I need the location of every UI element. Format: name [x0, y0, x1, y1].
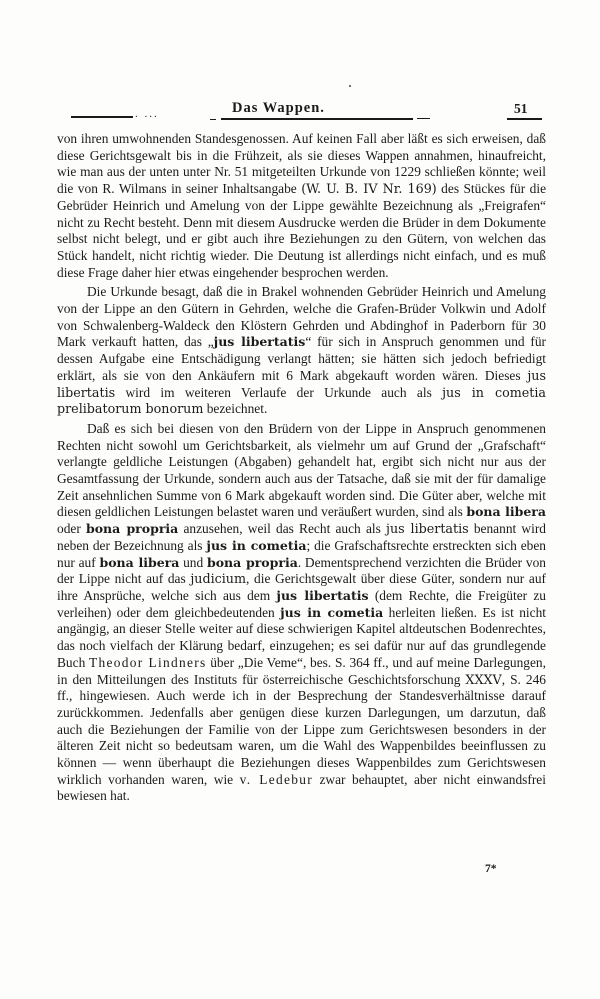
- text-segment: Daß es sich bei diesen von den Brüdern von der Lippe in Anspruch genommenen Rechten nicht sowohl um Gerichtsbarkeit, als vielmehr um auf Grund der „Grafschaft“ verlangte geldliche Leistungen (Abgaben) gehandelt hat, ergibt sich nicht nur aus der Gesamtfassung der Urkunde, sondern auch aus der Tatsache, daß sie mit der für damalige Zeit ansehnlichen Summe von 6 Mark abgekauft worden sind. Die Güter aber, welche mit diesen geldlichen Leistungen belastet waren und veräußert wurden, sind als: [57, 420, 546, 520]
- emphasized-term: bona propria: [85, 521, 179, 537]
- emphasized-term: bona libera: [99, 554, 180, 570]
- text-segment: ; die Grafschaftsrechte erstreckten sich eben nur auf: [57, 537, 546, 570]
- emphasized-term: jus in cometia: [280, 604, 384, 620]
- emphasized-term: jus libertatis: [386, 521, 469, 537]
- header-rule-center-lead: [210, 119, 216, 120]
- text-segment: von ihren umwohnenden Standesgenossen. Auf keinen Fall aber läßt es sich erweisen, daß diese Gerichtsgewalt bis in die Frühzeit, als sie dieses Wappen annahmen, hinaufreicht, wie man aus der unten unter Nr. 51 mitgeteilten Urkunde von 1229 schließen könnte; weil die von R. Wilmans in seiner Inhaltsangabe: [57, 131, 546, 197]
- emphasized-term: bona propria: [206, 554, 298, 570]
- text-segment: des Stückes für die Gebrüder Heinrich und Amelung von der Lippe gewählte Bezeichnung als „Freigrafen“ nicht zu Recht besteht. Denn mit diesem Ausdrucke werden die Brüder in dem Dokumente selbst nicht belegt, und er gibt auch ihre Beziehungen zu den Gütern, von welchen das Stück handelt, nicht richtig wieder. Die Deutung ist allerdings nicht einfach, und es muß diese Frage daher hier etwas eingehender besprochen werden.: [57, 181, 547, 280]
- text-segment: “ für sich in Anspruch genommen und für dessen Aufgabe eine Entschädigung verlangt hätten; sie hätten sich jedoch befriedigt erklärt, als sie von den Ankäufern mit 6 Mark abgekauft worden wären. Dieses: [57, 334, 546, 383]
- page-title: Das Wappen.: [232, 100, 325, 116]
- emphasized-term: judicium: [190, 571, 247, 587]
- emphasized-term: XXXV: [465, 671, 502, 687]
- text-segment: Die Urkunde besagt, daß die in Brakel wohnenden Gebrüder Heinrich und Amelung von der Lippe an den Gütern in Gehrden, welche die Grafen-Brüder Volkwin und Adolf von Schwalenberg-Waldeck den Klöstern Gehrden und Abdinghof in Paderborn für 30 Mark verkauft hatten, das „: [57, 284, 546, 350]
- paragraph: [57, 421, 546, 805]
- text-segment: (dem Rechte, die Freigüter zu verleihen) oder dem gleichbedeutenden: [57, 587, 547, 620]
- signature-mark: 7*: [485, 863, 497, 875]
- header-rule-center: [221, 118, 413, 120]
- text-segment: und: [179, 554, 207, 570]
- emphasized-term: (W. U. B. IV Nr. 169): [301, 181, 437, 197]
- emphasized-term: v. Ledebur: [239, 771, 313, 787]
- emphasized-term: jus libertatis: [57, 367, 546, 400]
- emphasized-term: Theodor Lindners: [89, 654, 207, 670]
- text-segment: bezeichnet.: [203, 401, 268, 417]
- emphasized-term: jus libertatis: [213, 334, 306, 350]
- text-segment: benannt wird neben der Bezeichnung als: [57, 521, 546, 553]
- text-block: [57, 131, 546, 805]
- emphasized-term: jus in cometia: [206, 537, 307, 553]
- paragraph: [57, 284, 546, 418]
- text-segment: , die Gerichtsgewalt über diese Güter, sondern nur auf ihre Ansprüche, welche sich aus dem: [57, 571, 546, 603]
- text-segment: zwar behauptet, aber nicht einwandsfrei bewiesen hat.: [57, 771, 546, 804]
- emphasized-term: bona libera: [466, 504, 546, 520]
- header-rule-right: [507, 118, 542, 120]
- text-segment: herleiten ließen. Es ist nicht angängig, an dieser Stelle weiter auf diese schwierigen Kapitel altdeutschen Bodenrechtes, das noch vielfach der Klärung bedarf, einzugehen; es sei dafür nur auf das grundlegende Buch: [57, 604, 546, 670]
- text-segment: oder: [57, 521, 86, 537]
- text-segment: über „Die Veme“, bes. S. 364 ff., und auf meine Darlegungen, in den Mitteilungen des Instituts für österreichische Geschichtsforschung: [57, 654, 546, 687]
- text-segment: . Dementsprechend verzichten die Brüder von der Lippe nicht auf das: [57, 554, 546, 587]
- emphasized-term: jus in cometia prelibatorum bonorum: [57, 384, 546, 417]
- header-rule-center-dash: [417, 118, 430, 119]
- header-rule-left: [71, 116, 133, 118]
- paragraph: [57, 131, 546, 281]
- text-segment: , S. 246 ff., hingewiesen. Auch werde ich in der Besprechung der Standesverhältnisse darauf zurückkommen. Jedenfalls aber genügen diese kurzen Darlegungen, um darzutun, daß auch die Beziehungen der Familie von der Lippe zum Gerichtswesen besonders in der älteren Zeit nicht so bedeutsam waren, um die Wahl des Wappenbildes beeinflussen zu können — wenn überhaupt die Beziehungen dieses Wappenbildes zum Gerichtswesen wirklich vorhanden waren, wie: [57, 671, 546, 787]
- text-segment: anzusehen, weil das Recht auch als: [178, 521, 387, 537]
- header-dots: . ...: [135, 108, 159, 120]
- text-segment: wird im weiteren Verlaufe der Urkunde auch als: [115, 384, 443, 400]
- emphasized-term: jus libertatis: [276, 587, 369, 603]
- page-number: 51: [514, 101, 528, 116]
- ink-speck: [349, 85, 351, 87]
